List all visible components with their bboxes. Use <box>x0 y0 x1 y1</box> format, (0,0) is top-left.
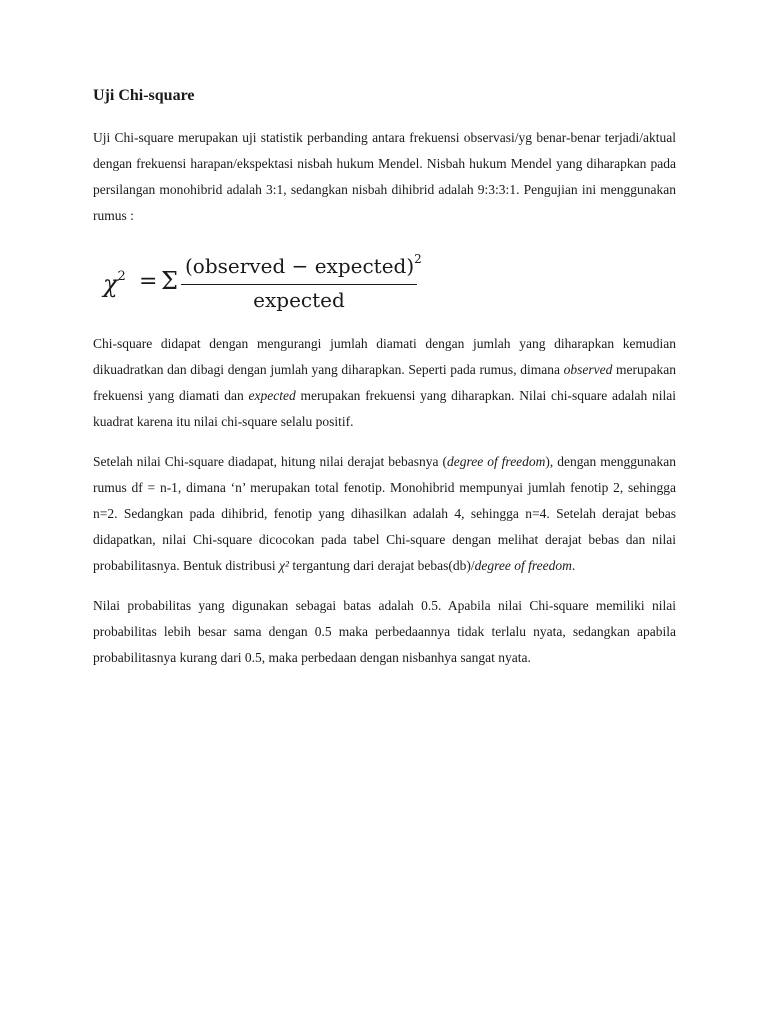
section-title: Uji Chi-square <box>93 87 195 104</box>
p3-emphasis-chi: χ² <box>278 558 289 573</box>
formula-numerator <box>181 243 422 285</box>
chi-square-formula <box>93 243 676 313</box>
paragraph-probability: Nilai probabilitas yang digunakan sebagai batas adalah 0.5. Apabila nilai Chi-square memiliki nilai probabilitas lebih besar sama dengan 0.5 maka perbedaannya tidak terlalu nyata, sedangkan apabila probabilitasnya kurang dari 0.5, maka perbedaan dengan nisbanhya sangat nyata. <box>93 598 676 665</box>
formula-numerator-text: (observed − expected) <box>185 254 415 278</box>
p3-emphasis-dof: degree of freedom <box>446 454 546 469</box>
formula-numerator-exponent: 2 <box>414 252 422 266</box>
p3-text-d: . <box>571 558 576 573</box>
p2-text-a: Chi-square didapat dengan mengurangi jumlah diamati dengan jumlah yang diharapkan kemudian dikuadratkan dan dibagi dengan jumlah yang diharapkan. Seperti pada rumus, dimana <box>93 336 676 377</box>
p3-emphasis-dof-2: degree of freedom <box>474 558 572 573</box>
formula-fraction <box>181 243 422 315</box>
paragraph-degree-of-freedom <box>93 449 676 579</box>
formula-lhs: χ <box>103 270 118 298</box>
p3-text-c: tergantung dari derajat bebas(db)/ <box>288 558 475 573</box>
p2-emphasis-observed: observed <box>563 362 613 377</box>
document-body <box>93 85 676 685</box>
p3-text-a: Setelah nilai Chi-square diadapat, hitung nilai derajat bebasnya ( <box>93 454 447 469</box>
formula-equals: = <box>139 269 158 294</box>
formula-chi-symbol <box>103 269 126 298</box>
formula-denominator: expected <box>253 288 345 312</box>
paragraph-intro: Uji Chi-square merupakan uji statistik perbanding antara frekuensi observasi/yg benar-benar terjadi/aktual dengan frekuensi harapan/ekspektasi nisbah hukum Mendel. Nisbah hukum Mendel yang diharapkan pada persilangan monohibrid adalah 3:1, sedangkan nisbah dihibrid adalah 9:3:3:1. Pengujian ini menggunakan rumus : <box>93 130 676 223</box>
paragraph-explanation <box>93 331 676 435</box>
p2-emphasis-expected: expected <box>248 388 296 403</box>
p3-text-b: ), dengan menggunakan rumus df = n-1, dimana ‘n’ merupakan total fenotip. Monohibrid mempunyai jumlah fenotip 2, sehingga n=2. Sedangkan pada dihibrid, fenotip yang dihasilkan adalah 4, sehingga n=4. Setelah derajat bebas didapatkan, nilai Chi-square dicocokan pada tabel Chi-square dengan melihat derajat bebas dan nilai probabilitasnya. Bentuk distribusi <box>93 454 676 573</box>
p2-text-b: merupakan frekuensi yang diamati dan <box>93 362 676 403</box>
formula-lhs-exponent: 2 <box>117 269 126 284</box>
p2-text-c: merupakan frekuensi yang diharapkan. Nilai chi-square adalah nilai kuadrat karena itu nilai chi-square selalu positif. <box>93 388 676 429</box>
formula-sum-symbol: Σ <box>161 267 178 295</box>
